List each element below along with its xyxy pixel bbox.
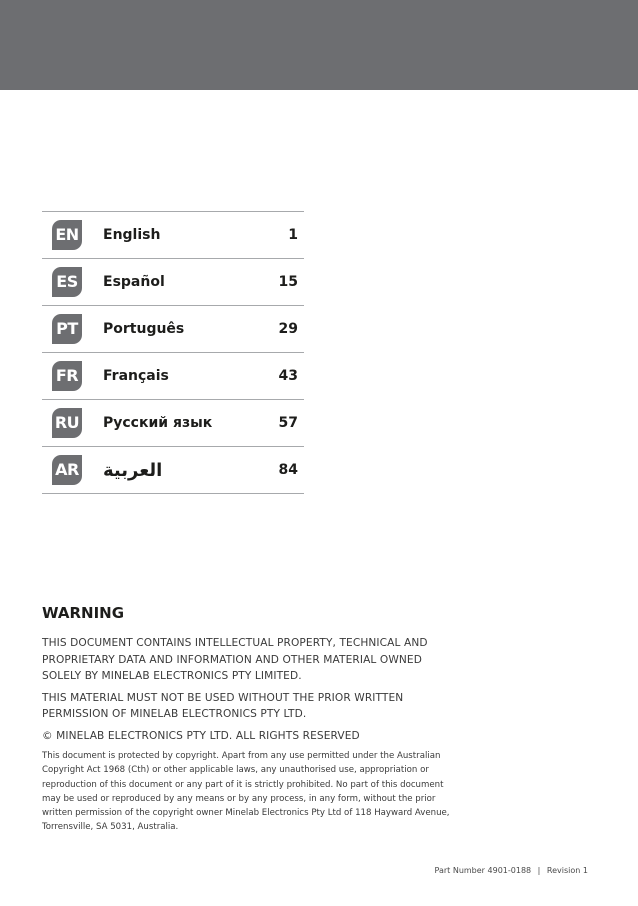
page-number: 43 xyxy=(278,368,298,384)
language-contents-table xyxy=(42,211,304,494)
page-number: 57 xyxy=(278,415,298,431)
language-name: English xyxy=(103,227,161,243)
warning-permission: THIS MATERIAL MUST NOT BE USED WITHOUT THE PRIOR WRITTEN PERMISSION OF MINELAB ELECTRONICS PTY LTD. xyxy=(42,691,404,720)
page-number: 29 xyxy=(278,321,298,337)
page-number: 15 xyxy=(278,274,298,290)
language-code-badge: AR xyxy=(52,455,82,485)
language-code-badge: RU xyxy=(52,408,82,438)
toc-row-ru[interactable] xyxy=(42,400,304,447)
language-code-badge: PT xyxy=(52,314,82,344)
language-name: Français xyxy=(103,368,169,384)
toc-row-es[interactable] xyxy=(42,259,304,306)
header-band xyxy=(0,0,638,90)
toc-row-fr[interactable] xyxy=(42,353,304,400)
warning-section xyxy=(42,603,462,835)
language-code-badge: EN xyxy=(52,220,82,250)
language-name: Português xyxy=(103,321,185,337)
page-number: 1 xyxy=(288,227,298,243)
language-name: Español xyxy=(103,274,165,290)
warning-intellectual-property: THIS DOCUMENT CONTAINS INTELLECTUAL PROPERTY, TECHNICAL AND PROPRIETARY DATA AND INFORMATION AND OTHER MATERIAL OWNED SOLELY BY MINELAB ELECTRONICS PTY LIMITED. xyxy=(42,637,428,682)
language-code-badge: FR xyxy=(52,361,82,391)
page-number: 84 xyxy=(278,462,298,478)
language-name: Русский язык xyxy=(103,415,213,431)
toc-row-en[interactable] xyxy=(42,212,304,259)
footer xyxy=(435,866,589,875)
copyright-notice: © MINELAB ELECTRONICS PTY LTD. ALL RIGHTS RESERVED xyxy=(42,729,360,742)
footer-separator: | xyxy=(537,866,541,875)
copyright-statement: This document is protected by copyright. Apart from any use permitted under the Australian Copyright Act 1968 (Cth) or other applicable laws, any unauthorised use, appropriation or reproduction of this document or any part of it is strictly prohibited. No part of this document may be used or reproduced by any means or by any process, in any form, without the prior written permission of the copyright owner Minelab Electronics Pty Ltd of 118 Hayward Avenue, Torrensville, SA 5031, Australia. xyxy=(42,751,450,833)
part-number: Part Number 4901-0188 xyxy=(434,866,532,875)
language-code-badge: ES xyxy=(52,267,82,297)
warning-title: WARNING xyxy=(42,604,125,622)
toc-row-pt[interactable] xyxy=(42,306,304,353)
revision: Revision 1 xyxy=(546,866,588,875)
language-name: العربية xyxy=(103,460,163,481)
toc-row-ar[interactable] xyxy=(42,447,304,494)
